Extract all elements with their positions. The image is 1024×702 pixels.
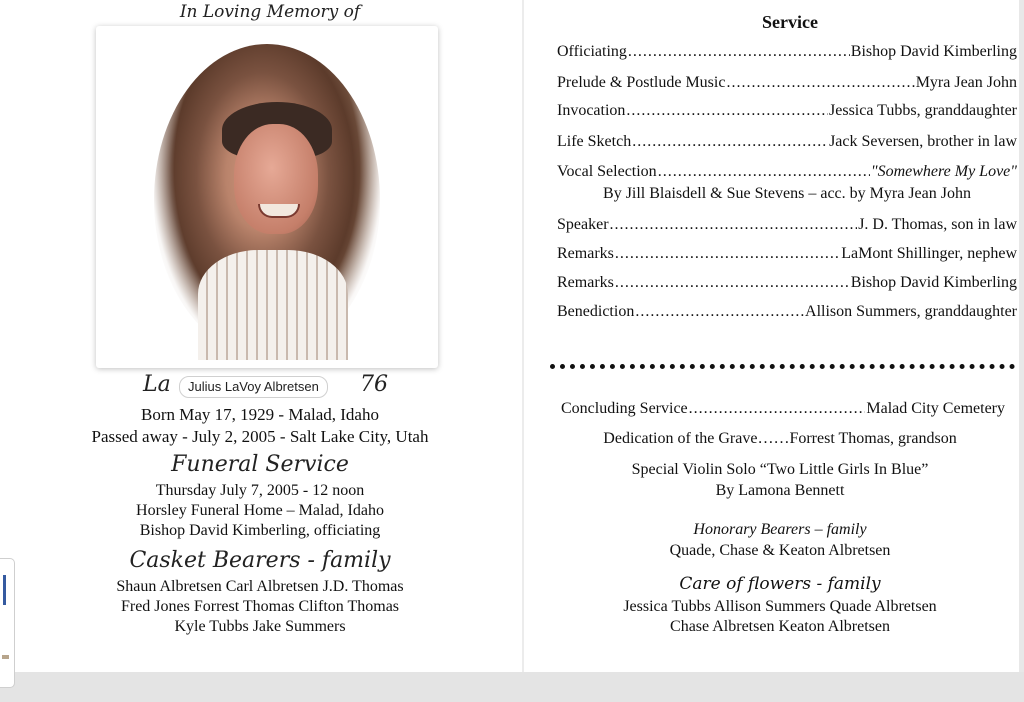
program-row [557, 302, 1017, 322]
honorary-bearers-names: Quade, Chase & Keaton Albretsen [669, 542, 891, 559]
casket-bearers-line: Shaun Albretsen Carl Albretsen J.D. Thomas [116, 578, 404, 595]
casket-bearers-line: Fred Jones Forrest Thomas Clifton Thomas [120, 598, 400, 615]
program-role: Remarks [557, 274, 614, 291]
program-row [557, 73, 1017, 93]
violin-solo-line: Special Violin Solo “Two Little Girls In Blue” [631, 461, 929, 478]
program-row [557, 42, 1017, 62]
program-role: Vocal Selection [557, 163, 657, 180]
program-person: Bishop David Kimberling [850, 43, 1017, 60]
program-person: Malad City Cemetery [866, 400, 1005, 417]
funeral-line: Bishop David Kimberling, officiating [139, 522, 381, 539]
page-fold [522, 0, 524, 672]
casket-bearers-title: Casket Bearers - family [129, 548, 391, 573]
program-person: Myra Jean John [915, 74, 1017, 91]
leader-dots [658, 162, 870, 182]
leader-dots [635, 302, 804, 322]
life-dates [40, 404, 480, 448]
program-row [557, 244, 1017, 264]
program-role: Prelude & Postlude Music [557, 74, 726, 91]
born-line: Born May 17, 1929 - Malad, Idaho [141, 405, 379, 424]
passed-line: Passed away - July 2, 2005 - Salt Lake City, Utah [91, 427, 429, 446]
name-prefix: La [143, 372, 171, 397]
section-divider [550, 364, 1015, 369]
program-role: Life Sketch [557, 133, 632, 150]
program-role: Invocation [557, 102, 626, 119]
program-role: Speaker [557, 216, 609, 233]
leader-dots [610, 215, 858, 235]
leader-dots [615, 273, 850, 293]
program-role: Benediction [557, 303, 635, 320]
program-person: Bishop David Kimberling [850, 274, 1017, 291]
concluding-service-row [561, 399, 1005, 419]
leader-dots [632, 132, 828, 152]
program-person: LaMont Shillinger, nephew [841, 245, 1017, 262]
program-role: Concluding Service [561, 400, 688, 417]
viewer-bottom-bar [0, 672, 1024, 702]
program-person: Allison Summers, granddaughter [805, 303, 1017, 320]
page-edge [1019, 0, 1024, 672]
program-row [557, 215, 1017, 235]
memory-heading: In Loving Memory of [179, 2, 361, 22]
leader-dots [726, 73, 914, 93]
funeral-service-title: Funeral Service [171, 452, 349, 477]
honorary-bearers-title: Honorary Bearers – family [693, 521, 867, 538]
portrait-shirt [198, 250, 348, 360]
program-row [557, 132, 1017, 152]
feedback-icon-accent [2, 655, 9, 659]
feedback-icon [3, 575, 6, 605]
program-person: Jack Seversen, brother in law [829, 133, 1017, 150]
program-role: Remarks [557, 245, 614, 262]
funeral-service-section [40, 452, 480, 541]
portrait-image [154, 44, 380, 356]
care-of-flowers-title: Care of flowers - family [679, 574, 881, 594]
service-title: Service [762, 12, 818, 32]
name-tooltip: Julius LaVoy Albretsen [179, 376, 328, 398]
funeral-line: Horsley Funeral Home – Malad, Idaho [136, 502, 384, 519]
side-feedback-tab[interactable] [0, 558, 15, 688]
vocal-credit: By Jill Blaisdell & Sue Stevens – acc. by Myra Jean John [603, 185, 971, 202]
casket-bearers-line: Kyle Tubbs Jake Summers [174, 618, 346, 635]
program-person: "Somewhere My Love" [870, 163, 1017, 180]
leader-dots [615, 244, 840, 264]
leader-dots [628, 42, 850, 62]
program-person: Jessica Tubbs, granddaughter [829, 102, 1017, 119]
program-row [557, 101, 1017, 121]
care-of-flowers-line: Jessica Tubbs Allison Summers Quade Albretsen [623, 598, 937, 615]
program-row [557, 273, 1017, 293]
program-role: Officiating [557, 43, 627, 60]
portrait-photo[interactable] [96, 26, 438, 368]
funeral-line: Thursday July 7, 2005 - 12 noon [155, 482, 365, 499]
program-row [557, 162, 1017, 182]
program-person: J. D. Thomas, son in law [858, 216, 1017, 233]
dedication-line: Dedication of the Grave……Forrest Thomas, grandson [603, 430, 957, 447]
leader-dots [689, 399, 866, 419]
care-of-flowers-line: Chase Albretsen Keaton Albretsen [670, 618, 890, 635]
casket-bearers-section [40, 548, 480, 637]
age-label: 76 [360, 372, 388, 397]
leader-dots [626, 101, 828, 121]
violin-performer-line: By Lamona Bennett [715, 482, 845, 499]
